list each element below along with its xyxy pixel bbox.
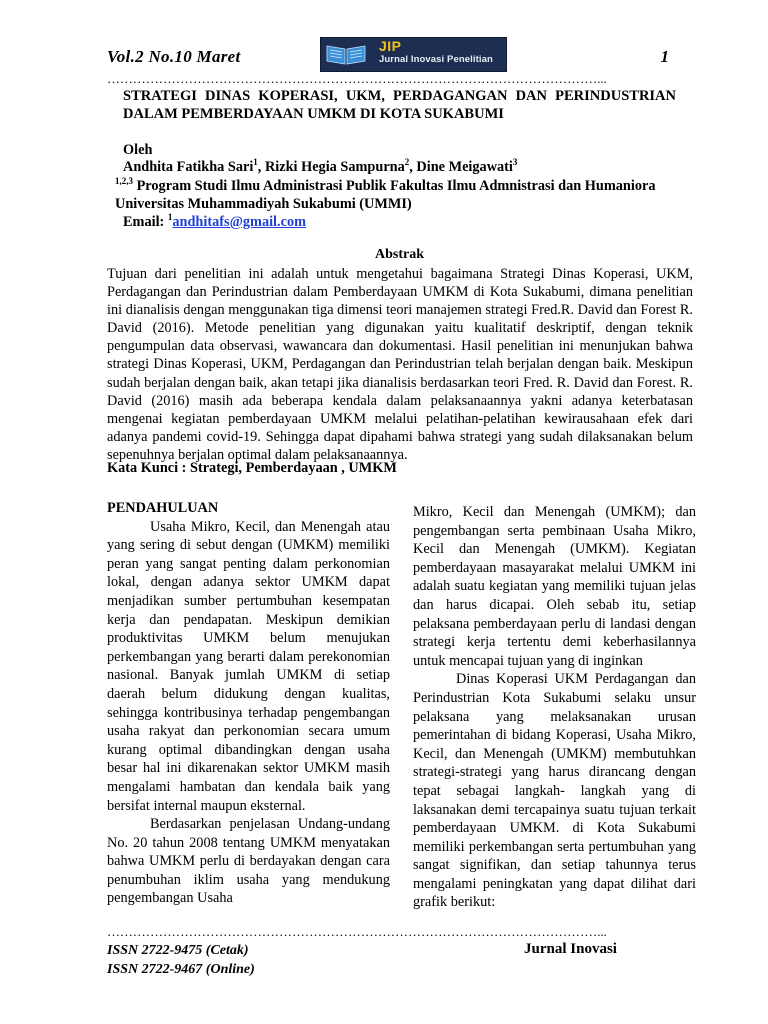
footer-separator: ……………………………………………………………………………………………………... <box>107 925 607 939</box>
issn-online: ISSN 2722-9467 (Online) <box>107 962 255 977</box>
email-line <box>123 213 306 231</box>
footer-journal-name: Jurnal Inovasi <box>524 941 617 957</box>
affiliation-program: Program Studi Ilmu Administrasi Publik Fakultas Ilmu Admnistrasi dan Humaniora <box>136 178 656 194</box>
email-label: Email: <box>123 214 168 230</box>
logo-title: JIP <box>379 38 402 54</box>
author-list: Andhita Fatikha Sari$^1$, Rizki Hegia Sampurna$^2$, Dine Meigawati$^3$ <box>123 157 518 175</box>
author-sup: 1 <box>253 157 258 168</box>
affiliation-university: Universitas Muhammadiyah Sukabumi (UMMI) <box>115 196 412 212</box>
issn-block <box>107 941 255 979</box>
author-name: Dine Meigawati <box>416 159 513 175</box>
author-sup: 2 <box>404 157 410 168</box>
paper-title: STRATEGI DINAS KOPERASI, UKM, PERDAGANGAN DAN PERINDUSTRIAN DALAM PEMBERDAYAAN UMKM DI KOTA SUKABUMI <box>123 88 676 122</box>
abstract-body: Tujuan dari penelitian ini adalah untuk mengetahui bagaimana Strategi Dinas Koperasi, UKM, Perdagangan dan Perindustrian dalam Pemberdayaan UMKM di Kota Sukabumi, dimana penelitian ini dianalisis dengan menggunakan tiga dimensi teori manajemen strategi Fred.R. David dan Forest R. David (2016). Metode penelitian yang digunakan yaitu kualitatif deskriptif, dengan teknik pengumpulan data observasi, wawancara dan dokumentasi. Hasil penelitian ini menunjukan bahwa strategi Dinas Koperasi, UKM, Perdagangan dan Perindustrian telah berjalan dengan baik. Meskipun sudah berjalan dengan baik, akan tetapi jika dianalisis berdasarkan teori Fred. R. David dan Forest. R. David (2016) masih ada beberapa kendala dalam pelaksanaannya yakni adanya keterbatasan mengenai kegiatan pemberdayaan UMKM melalui pelatihan-pelatihan kewirausahaan efek dari adanya pandemi covid-19. Sehingga dapat dipahami bahwa strategi yang sudah dilaksanakan belum sepenuhnya berjalan optimal dalam pelaksanaannya. <box>107 266 693 463</box>
author-sup: 3 <box>512 157 518 168</box>
logo-subtitle: Jurnal Inovasi Penelitian <box>379 54 493 65</box>
issn-print: ISSN 2722-9475 (Cetak) <box>107 943 249 958</box>
volume-label: Vol.2 No.10 Maret <box>107 47 241 66</box>
header-separator: ……………………………………………………………………………………………………... <box>107 72 607 86</box>
right-column <box>413 503 696 912</box>
paragraph: Mikro, Kecil dan Menengah (UMKM); dan pengembangan serta pembinaan Usaha Mikro, Kecil dan Menengah (UMKM). Kegiatan pemberdayaan masayarakat melalui UMKM ini adalah suatu kegiatan yang memiliki tujuan jelas dan harus dicapai. Oleh sebab itu, setiap pelaksana pemberdayaan perlu di landasi dengan strategi kerja tertentu demi keberhasilannya untuk mencapai tujuan yang di inginkan <box>413 504 696 669</box>
section-heading: PENDAHULUAN <box>107 500 219 516</box>
journal-logo <box>320 37 507 72</box>
paragraph: Usaha Mikro, Kecil, dan Menengah atau yang sering di sebut dengan (UMKM) memiliki peran yang sangat penting dalam perkonomian lokal, dengan adanya sektor UMKM dapat menjadikan sumber pertumbuhan kesempatan kerja dan pendapatan. Meskipun demikian produktivitas UMKM belum menujukan perkembangan yang berarti dalam perekonomian nasional. Banyak jumlah UMKM di setiap daerah belum didukung dengan kualitas, sehingga kontribusinya terhadap pengembangan usaha rakyat dan perkonomian secara umum kurang optimal dibandingkan dengan usaha besar hal ini dikarenakan sektor UMKM masih mengalami hambatan dan kendala baik yang bersifat internal maupun eksternal. <box>107 518 390 814</box>
paragraph: Dinas Koperasi UKM Perdagangan dan Perindustrian Kota Sukabumi selaku unsur pelaksana yang melaksanakan urusan pemerintahan di bidang Koperasi, Usaha Mikro, Kecil, dan Menengah (UMKM) membutuhkan strategi-strategi yang harus dirancang dengan tepat sebagai langkah- langkah yang di laksanakan demi tercapainya suatu tujuan terkait pemberdayaan UMKM. di Kota Sukabumi memiliki perkembangan serta pertumbuhan yang sangat signifikan, dan setiap tahunnya terus mengalami peningkatan yang dapat dilihat dari grafik berikut: <box>413 671 696 911</box>
affiliation-sup: 1,2,3 <box>115 176 133 187</box>
left-column <box>107 499 390 908</box>
abstract-heading: Abstrak <box>374 247 424 262</box>
email-sup: 1 <box>167 212 173 223</box>
author-name: Andhita Fatikha Sari <box>123 159 254 175</box>
page-number: 1 <box>660 47 669 66</box>
paragraph: Berdasarkan penjelasan Undang-undang No. 20 tahun 2008 tentang UMKM menyatakan bahwa UMKM perlu di berdayakan dengan cara penumbuhan iklim usaha yang mendukung pengembangan Usaha <box>107 816 390 907</box>
open-book-icon <box>325 42 367 66</box>
email-link[interactable]: andhitafs@gmail.com <box>172 214 307 230</box>
author-name: Rizki Hegia Sampurna <box>264 159 405 175</box>
byline-oleh: Oleh <box>123 142 153 158</box>
keywords: Kata Kunci : Strategi, Pemberdayaan , UMKM <box>107 460 397 476</box>
affiliation-line <box>115 177 655 195</box>
